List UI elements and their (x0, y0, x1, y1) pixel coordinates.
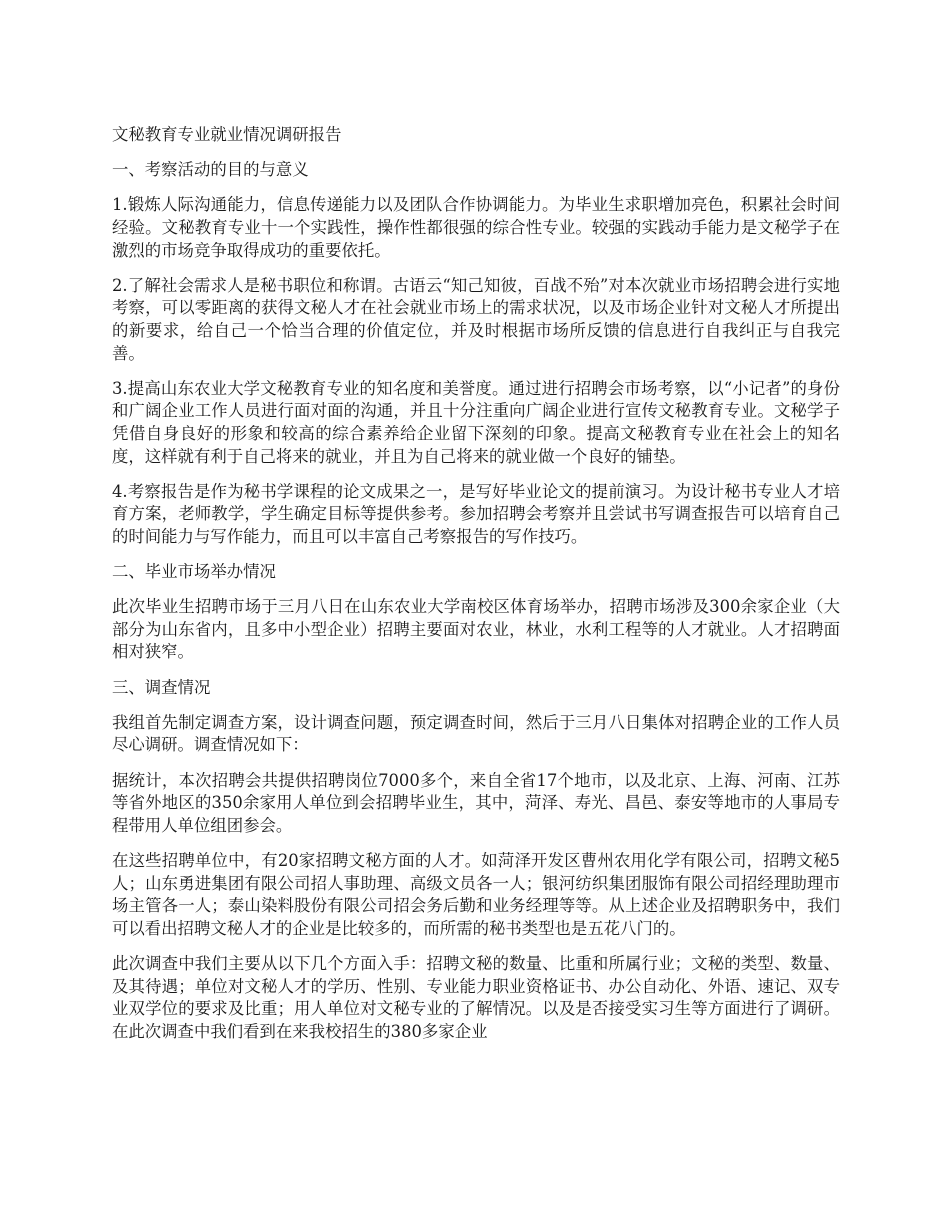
paragraph-5: 此次毕业生招聘市场于三月八日在山东农业大学南校区体育场举办，招聘市场涉及300余家企业（大部分为山东省内，且多中小型企业）招聘主要面对农业，林业，水利工程等的人才就业。人才招聘面相对狭窄。 (112, 597, 840, 662)
document-title: 文秘教育专业就业情况调研报告 (112, 125, 342, 144)
section-heading-market: 二、毕业市场举办情况 (112, 562, 276, 582)
paragraph-2: 2.了解社会需求人是秘书职位和称谓。古语云“知己知彼，百战不殆”对本次就业市场招聘会进行实地考察，可以零距离的获得文秘人才在社会就业市场上的需求状况，以及市场企业针对文秘人才所提出的新要求，给自己一个恰当合理的价值定位，并及时根据市场所反馈的信息进行自我纠正与自我完善。 (112, 275, 840, 363)
section-heading-purpose: 一、考察活动的目的与意义 (112, 160, 309, 180)
paragraph-6: 我组首先制定调查方案，设计调查问题，预定调查时间，然后于三月八日集体对招聘企业的工作人员尽心调研。调查情况如下： (112, 712, 840, 755)
paragraph-3: 3.提高山东农业大学文秘教育专业的知名度和美誉度。通过进行招聘会市场考察，以“小记者”的身份和广阔企业工作人员进行面对面的沟通，并且十分注重向广阔企业进行宣传文秘教育专业。文秘学子凭借自身良好的形象和较高的综合素养给企业留下深刻的印象。提高文秘教育专业在社会上的知名度，这样就有利于自己将来的就业，并且为自己将来的就业做一个良好的铺垫。 (112, 378, 840, 466)
paragraph-7: 据统计，本次招聘会共提供招聘岗位7000多个，来自全省17个地市，以及北京、上海、河南、江苏等省外地区的350余家用人单位到会招聘毕业生，其中，菏泽、寿光、昌邑、泰安等地市的人事局专程带用人单位组团参会。 (112, 770, 840, 835)
paragraph-4: 4.考察报告是作为秘书学课程的论文成果之一，是写好毕业论文的提前演习。为设计秘书专业人才培育方案，老师教学，学生确定目标等提供参考。参加招聘会考察并且尝试书写调查报告可以培育自己的时间能力与写作能力，而且可以丰富自己考察报告的写作技巧。 (112, 481, 840, 546)
document-page (112, 124, 840, 1056)
paragraph-9: 此次调查中我们主要从以下几个方面入手：招聘文秘的数量、比重和所属行业；文秘的类型、数量、及其待遇；单位对文秘人才的学历、性别、专业能力职业资格证书、办公自动化、外语、速记、双专业双学位的要求及比重；用人单位对文秘专业的了解情况。以及是否接受实习生等方面进行了调研。在此次调查中我们看到在来我校招生的380多家企业 (112, 953, 840, 1041)
section-heading-survey: 三、调查情况 (112, 677, 211, 697)
paragraph-1: 1.锻炼人际沟通能力，信息传递能力以及团队合作协调能力。为毕业生求职增加亮色，积累社会时间经验。文秘教育专业十一个实践性，操作性都很强的综合性专业。较强的实践动手能力是文秘学子在激烈的市场竞争取得成功的重要依托。 (112, 195, 840, 260)
paragraph-8: 在这些招聘单位中，有20家招聘文秘方面的人才。如菏泽开发区曹州农用化学有限公司，招聘文秘5人；山东勇进集团有限公司招人事助理、高级文员各一人；银河纺织集团服饰有限公司招经理助理市场主管各一人；泰山染料股份有限公司招会务后勤和业务经理等等。从上述企业及招聘职务中，我们可以看出招聘文秘人才的企业是比较多的，而所需的秘书类型也是五花八门的。 (112, 850, 840, 938)
